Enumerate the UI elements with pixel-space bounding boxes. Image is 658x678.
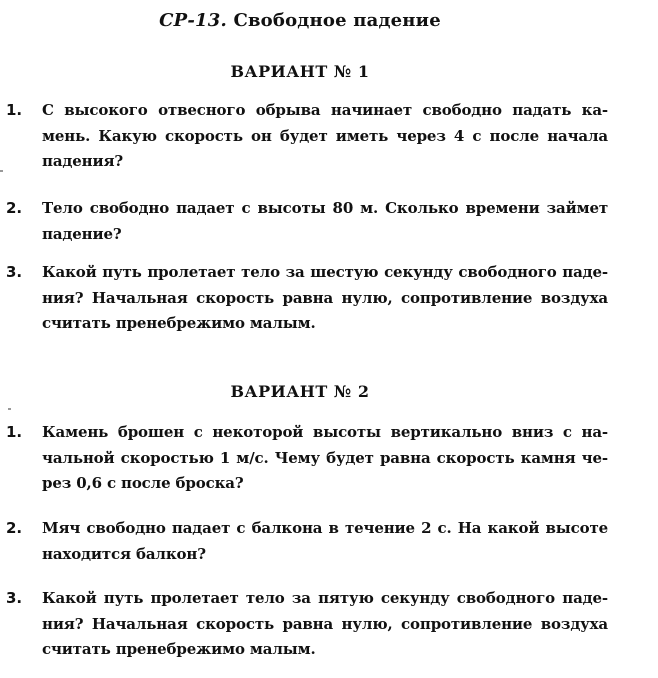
variant-1-heading: ВАРИАНТ № 1	[230, 62, 370, 81]
problem-text	[42, 586, 608, 663]
variant-2-problem-3	[6, 586, 622, 663]
worksheet-code: СР-13.	[159, 10, 227, 31]
problem-line: Тело свободно падает с высоты 80 м. Сколько времени займет	[42, 199, 608, 217]
scan-speck	[0, 170, 3, 172]
variant-1-problem-1	[6, 98, 622, 175]
problem-text	[42, 196, 608, 247]
problem-text	[42, 260, 608, 337]
variant-2-heading: ВАРИАНТ № 2	[230, 382, 370, 401]
problem-line: мень. Какую скорость он будет иметь через 4 с после начала	[42, 126, 608, 145]
problem-number: 1.	[6, 101, 23, 119]
problem-line: Мяч свободно падает с балкона в течение 2 с. На какой высоте	[42, 519, 608, 537]
problem-text	[42, 98, 608, 175]
problem-text	[42, 516, 608, 567]
variant-1-problem-2	[6, 196, 622, 247]
problem-number: 2.	[6, 519, 23, 537]
problem-line: считать пренебрежимо малым.	[42, 640, 316, 658]
worksheet-title: Свободное падение	[233, 10, 441, 31]
problem-line: С высокого отвесного обрыва начинает свободно падать ка-	[42, 101, 608, 119]
problem-line: падения?	[42, 152, 124, 170]
problem-line: чальной скоростью 1 м/с. Чему будет равна скорость камня че-	[42, 448, 608, 467]
variant-1-problem-3	[6, 260, 622, 337]
problem-number: 1.	[6, 423, 23, 441]
problem-line: рез 0,6 с после броска?	[42, 474, 244, 492]
problem-line: Какой путь пролетает тело за пятую секунду свободного паде-	[42, 589, 608, 607]
problem-line: ния? Начальная скорость равна нулю, сопротивление воздуха	[42, 614, 608, 633]
problem-line: падение?	[42, 224, 122, 243]
problem-line: ния? Начальная скорость равна нулю, сопротивление воздуха	[42, 288, 608, 307]
scan-speck	[8, 408, 11, 410]
problem-number: 3.	[6, 263, 23, 281]
problem-line: Какой путь пролетает тело за шестую секунду свободного паде-	[42, 263, 608, 281]
problem-line: считать пренебрежимо малым.	[42, 314, 316, 332]
problem-line: Камень брошен с некоторой высоты вертикально вниз с на-	[42, 423, 608, 441]
variant-2-problem-2	[6, 516, 622, 567]
problem-number: 3.	[6, 589, 23, 607]
problem-line: находится балкон?	[42, 544, 206, 563]
page-title	[0, 10, 600, 31]
variant-2-problem-1	[6, 420, 622, 497]
problem-text	[42, 420, 608, 497]
problem-number: 2.	[6, 199, 23, 217]
